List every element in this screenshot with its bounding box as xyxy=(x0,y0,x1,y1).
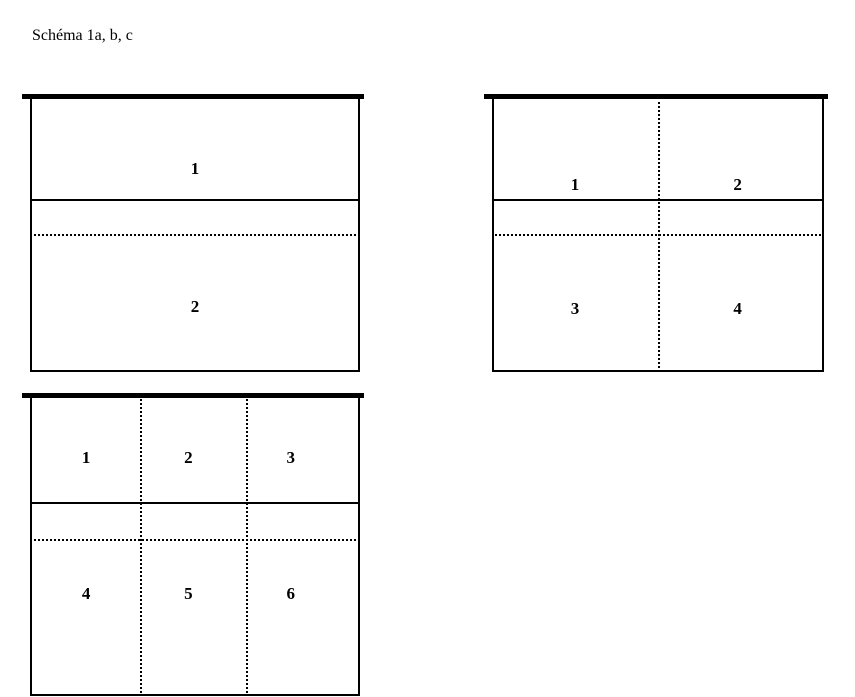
schema-1b-cell-label-2: 2 xyxy=(733,175,742,194)
schema-1c-divider-solid xyxy=(30,502,360,504)
schema-1c-cell-label-4: 4 xyxy=(81,584,91,603)
schema-1a-top-bar xyxy=(22,94,364,99)
schema-1c-cell-label-2: 2 xyxy=(184,448,193,467)
schema-1c xyxy=(30,396,360,696)
schema-1c-cell-label-5: 5 xyxy=(184,584,193,603)
schema-1c-column-divider-1 xyxy=(140,396,142,696)
schema-1c-cell-label-1: 1 xyxy=(81,448,91,467)
schema-1c-divider-dotted xyxy=(30,539,360,541)
schema-1b-top-bar xyxy=(484,94,828,99)
schema-1c-frame xyxy=(30,396,360,696)
schema-1c-cell-label-3: 3 xyxy=(286,448,295,467)
schema-1b-column-divider xyxy=(658,97,660,372)
schema-1b xyxy=(492,97,824,372)
schema-1b-cell-label-4: 4 xyxy=(733,299,742,318)
schema-1a-cell-label-1: 1 xyxy=(190,159,200,178)
schema-1a-divider-solid xyxy=(30,199,360,201)
schema-1c-top-bar xyxy=(22,393,364,398)
schema-1b-cell-label-1: 1 xyxy=(570,175,580,194)
schema-1c-cell-label-6: 6 xyxy=(286,584,295,603)
page-title: Schéma 1a, b, c xyxy=(32,27,133,44)
schema-1a-divider-dotted xyxy=(30,234,360,236)
schema-1a xyxy=(30,97,360,372)
schema-1c-column-divider-2 xyxy=(246,396,248,696)
schema-1a-cell-label-2: 2 xyxy=(190,297,200,316)
schema-1b-cell-label-3: 3 xyxy=(570,299,580,318)
